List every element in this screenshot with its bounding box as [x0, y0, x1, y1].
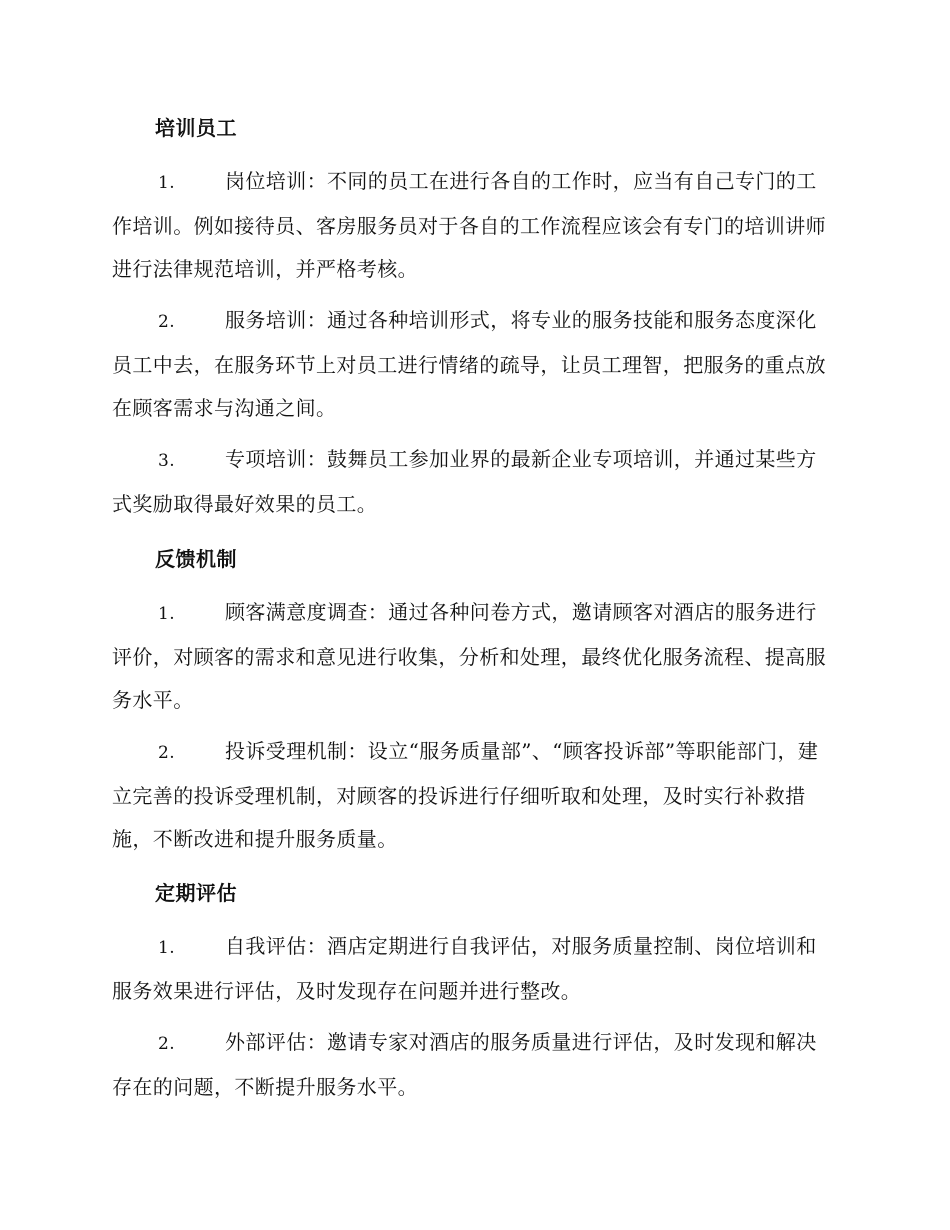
list-item-text: 投诉受理机制：设立“服务质量部”、“顾客投诉部”等职能部门，建立完善的投诉受理机制，对顾客的投诉进行仔细听取和处理，及时实行补救措施，不断改进和提升服务质量。	[112, 739, 819, 851]
list-item-number: 2.	[158, 312, 176, 332]
list-item-text: 服务培训：通过各种培训形式，将专业的服务技能和服务态度深化员工中去，在服务环节上对员工进行情绪的疏导，让员工理智，把服务的重点放在顾客需求与沟通之间。	[112, 308, 826, 420]
list-item	[112, 438, 834, 526]
list-item-number: 1.	[158, 173, 176, 193]
list-item	[112, 925, 834, 1013]
list-item	[112, 1021, 834, 1109]
list-item-number: 3.	[158, 451, 176, 471]
list-item	[112, 730, 834, 861]
list-item	[112, 591, 834, 722]
list-item-number: 1.	[158, 938, 176, 958]
section-heading-evaluation: 定期评估	[155, 881, 237, 905]
list-item-text: 外部评估：邀请专家对酒店的服务质量进行评估，及时发现和解决存在的问题，不断提升服务水平。	[112, 1030, 817, 1099]
list-item	[112, 299, 834, 430]
list-item	[112, 160, 834, 291]
list-item-number: 2.	[158, 743, 176, 763]
list-item-text: 顾客满意度调查：通过各种问卷方式，邀请顾客对酒店的服务进行评价，对顾客的需求和意见进行收集，分析和处理，最终优化服务流程、提高服务水平。	[112, 600, 826, 712]
list-item-text: 岗位培训：不同的员工在进行各自的工作时，应当有自己专门的工作培训。例如接待员、客房服务员对于各自的工作流程应该会有专门的培训讲师进行法律规范培训，并严格考核。	[112, 169, 826, 281]
section-heading-feedback: 反馈机制	[155, 547, 237, 571]
list-item-number: 2.	[158, 1034, 176, 1054]
section-heading-training: 培训员工	[155, 116, 237, 140]
list-item-number: 1.	[158, 604, 176, 624]
list-item-text: 专项培训：鼓舞员工参加业界的最新企业专项培训，并通过某些方式奖励取得最好效果的员工。	[112, 447, 817, 516]
list-item-text: 自我评估：酒店定期进行自我评估，对服务质量控制、岗位培训和服务效果进行评估，及时发现存在问题并进行整改。	[112, 934, 817, 1003]
